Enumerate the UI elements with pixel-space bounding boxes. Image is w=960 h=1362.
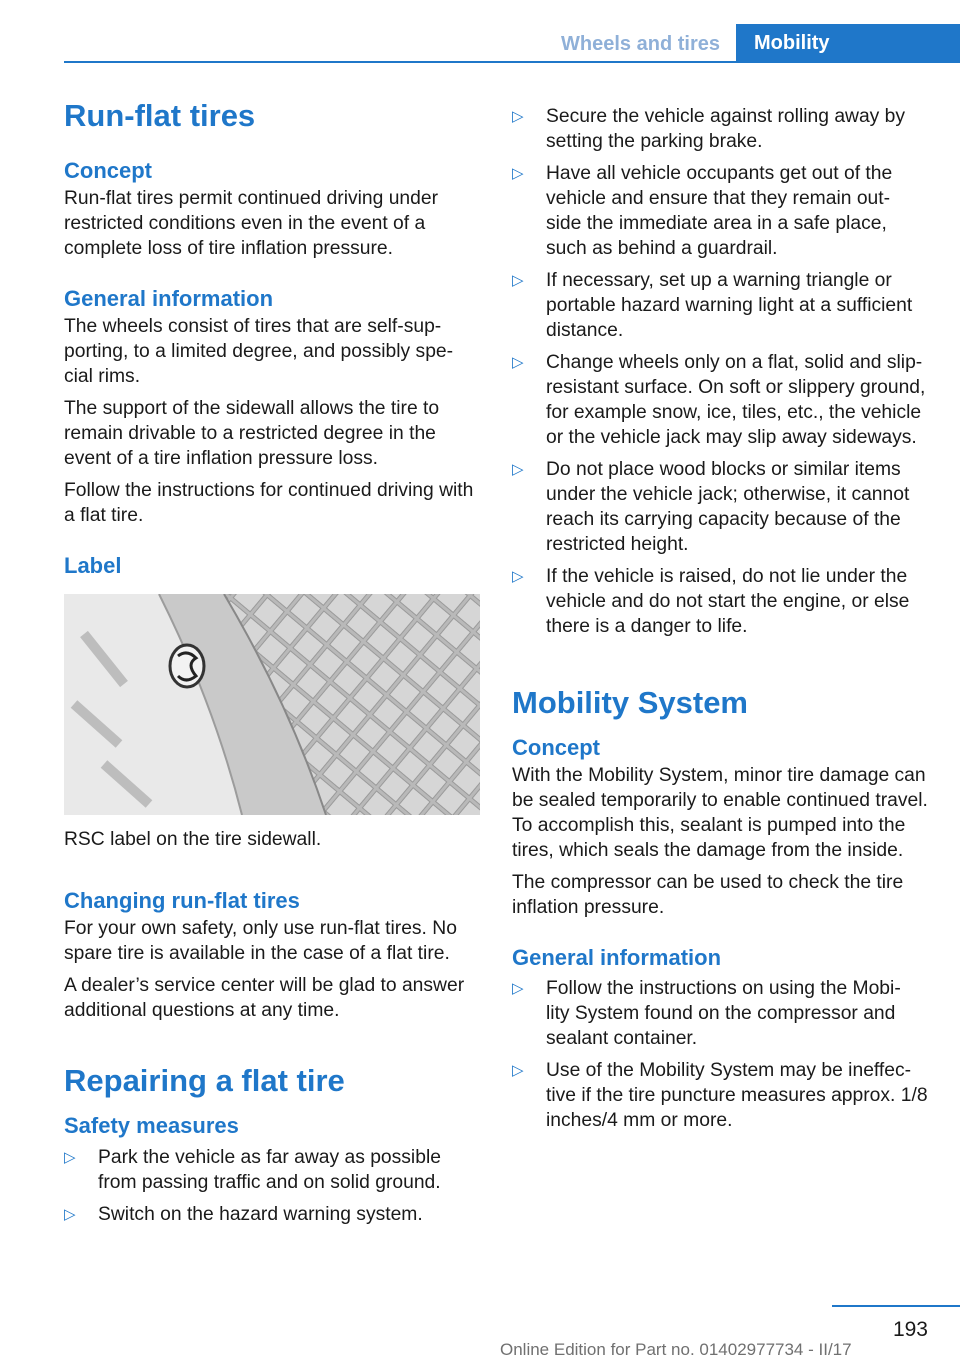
header-section-title: Wheels and tires [561, 33, 720, 55]
list-item: ▷ Switch on the hazard warning system. [64, 1202, 480, 1227]
right-column [512, 104, 928, 1133]
mobility-concept-p2: The compressor can be used to check the tire inflation pressure. [512, 872, 904, 918]
mobility-concept-p1: With the Mobility System, minor tire damage can be sealed temporarily to enable continued travel. To accomplish this, sealant is pumped into the tires, which seals the damage from the inside. [512, 765, 928, 861]
mobility-general-list [512, 976, 928, 1133]
safety-list [64, 1145, 480, 1227]
list-item: ▷ If necessary, set up a warning triangle or portable hazard warning light at a sufficient distance. [512, 268, 928, 343]
run-flat-general-heading: General information [64, 286, 274, 311]
run-flat-general-p1: The wheels consist of tires that are self-sup‐ porting, to a limited degree, and possibly spe‐ cial rims. [64, 316, 454, 387]
changing-heading: Changing run-flat tires [64, 888, 300, 913]
safety-list-cont [512, 104, 928, 639]
header-chapter-tab: Mobility [736, 24, 960, 62]
figure-caption: RSC label on the tire sidewall. [64, 829, 322, 850]
run-flat-concept-heading: Concept [64, 158, 152, 183]
run-flat-title: Run-flat tires [64, 98, 256, 133]
mobility-system-title: Mobility System [512, 685, 748, 720]
run-flat-concept-text: Run-flat tires permit continued driving under restricted conditions even in the event of a complete loss of tire inflation pressure. [64, 188, 439, 259]
list-item: ▷ Do not place wood blocks or similar items under the vehicle jack; otherwise, it cannot reach its carrying capacity because of the restricted height. [512, 457, 928, 557]
repair-title: Repairing a flat tire [64, 1063, 345, 1098]
mobility-concept-heading: Concept [512, 735, 600, 760]
list-item: ▷ Change wheels only on a flat, solid and slip-resistant surface. On soft or slippery ground, for example snow, ice, tiles, etc., the vehicle or the vehicle jack may slip away sideways. [512, 350, 928, 450]
left-column [64, 96, 480, 1227]
mobility-general-heading: General information [512, 945, 722, 970]
run-flat-general-p2: The support of the sidewall allows the tire to remain drivable to a restricted degree in the event of a tire inflation pressure loss. [64, 398, 440, 469]
list-item: ▷ Follow the instructions on using the Mobi‐ lity System found on the compressor and sealant container. [512, 976, 928, 1051]
page-number: 193 [892, 1318, 928, 1341]
run-flat-general-p3: Follow the instructions for continued driving with a flat tire. [64, 480, 474, 526]
list-item: ▷ If the vehicle is raised, do not lie under the vehicle and do not start the engine, or else there is a danger to life. [512, 564, 928, 639]
header-rule [64, 61, 960, 63]
changing-p1: For your own safety, only use run-flat tires. No spare tire is available in the case of a flat tire. [64, 918, 457, 964]
list-item: ▷ Have all vehicle occupants get out of the vehicle and ensure that they remain out‐ side the immediate area in a safe place, such as behind a guardrail. [512, 161, 928, 261]
list-item: ▷ Park the vehicle as far away as possible from passing traffic and on solid ground. [64, 1145, 480, 1195]
list-item: ▷ Use of the Mobility System may be ineffec‐ tive if the tire puncture measures approx. 1/8 inches/4 mm or more. [512, 1058, 928, 1133]
safety-heading: Safety measures [64, 1113, 239, 1138]
edition-footer: Online Edition for Part no. 01402977734 - II/17 [500, 1340, 852, 1359]
label-heading: Label [64, 553, 122, 578]
rsc-tire-figure [64, 594, 480, 815]
list-item: ▷ Secure the vehicle against rolling away by setting the parking brake. [512, 104, 928, 154]
changing-p2: A dealer’s service center will be glad to answer additional questions at any time. [64, 975, 465, 1021]
footer-rule [832, 1305, 960, 1307]
